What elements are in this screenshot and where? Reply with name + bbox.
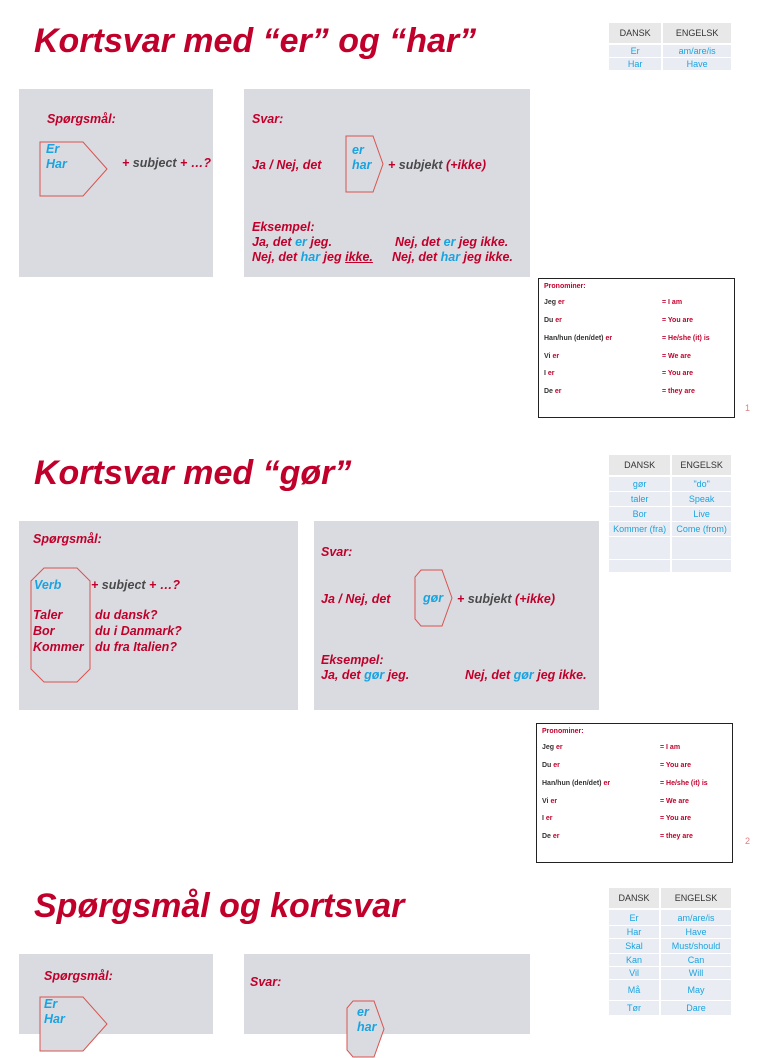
slide-1-vocab-table [609,23,731,71]
answer-verb-gor: gør [423,591,444,605]
example-verb-taler: Taler [33,608,63,622]
table-row [609,476,731,492]
verb-har: Har [46,157,67,171]
vocab-cell: Skal [609,939,660,954]
slide-2-answer-panel [314,521,599,710]
slide-1-answer-panel [244,89,530,277]
example-1b: Nej, det er jeg ikke. [395,235,509,249]
verb-har: Har [44,1012,65,1026]
vocab-cell: Will [660,967,731,980]
list-item: De er = they are [544,388,695,395]
table-row [609,1001,731,1016]
table-row [609,522,731,537]
vocab-header-engelsk: ENGELSK [671,455,731,476]
list-item: Han/hun (den/det) er = He/she (it) is [542,780,708,787]
slide-2-question-panel [19,521,298,710]
slide-3-title: Spørgsmål og kortsvar [34,887,405,925]
verb-pentagon-shape [39,141,109,197]
vocab-cell: Live [671,507,731,522]
example-verb-kommer: Kommer [33,640,84,654]
example-label: Eksempel: [252,220,315,234]
table-row [609,954,731,967]
answer-label: Svar: [321,545,353,559]
slide-2-pronouns-box [536,723,733,863]
question-label: Spørgsmål: [44,969,113,983]
vocab-cell: taler [609,492,671,507]
vocab-cell: May [660,980,731,1001]
vocab-header-dansk: DANSK [609,23,662,44]
example-1a: Ja, det er jeg. [252,235,332,249]
question-label: Spørgsmål: [47,112,116,126]
answer-formula: + subjekt (+ikke) [457,592,556,606]
example-2: Nej, det gør jeg ikke. [465,668,587,682]
answer-prefix: Ja / Nej, det [321,592,391,606]
example-label: Eksempel: [321,653,384,667]
table-row [609,492,731,507]
page-number: 2 [745,836,751,846]
vocab-cell: am/are/is [662,44,731,58]
vocab-cell: Kan [609,954,660,967]
vocab-cell: am/are/is [660,909,731,926]
answer-label: Svar: [250,975,282,989]
example-verb-bor: Bor [33,624,55,638]
table-row [609,939,731,954]
completion-2: du i Danmark? [95,624,182,638]
slide-1-question-panel [19,89,213,277]
vocab-cell: Must/should [660,939,731,954]
vocab-cell: Kommer (fra) [609,522,671,537]
list-item: De er = they are [542,833,693,840]
completion-1: du dansk? [95,608,158,622]
list-item: I er = You are [542,815,692,822]
answer-verb-har: har [357,1020,377,1034]
question-formula: + subject + …? [122,156,211,170]
vocab-cell: Can [660,954,731,967]
table-row [609,537,731,560]
answer-verb-shape [414,569,454,627]
answer-prefix: Ja / Nej, det [252,158,322,172]
answer-verb-shape [346,1000,386,1058]
list-item: Vi er = We are [544,353,691,360]
table-row [609,967,731,980]
answer-label: Svar: [252,112,284,126]
slide-2-title: Kortsvar med “gør” [34,454,352,492]
vocab-cell [609,560,671,573]
vocab-cell: Vil [609,967,660,980]
list-item: Du er = You are [542,762,692,769]
vocab-header-dansk: DANSK [609,888,660,909]
list-item: Vi er = We are [542,798,689,805]
table-row [609,58,731,71]
table-row [609,980,731,1001]
vocab-cell [609,537,671,560]
vocab-cell: "do" [671,476,731,492]
pronouns-title: Pronominer: [542,728,584,735]
verb-pentagon-shape [39,996,109,1052]
completion-3: du fra Italien? [95,640,177,654]
answer-formula: + subjekt (+ikke) [388,158,487,172]
example-2b: Nej, det har jeg ikke. [392,250,513,264]
table-row [609,909,731,926]
vocab-cell: Have [662,58,731,71]
verb-er: Er [44,997,58,1011]
slide-1-title: Kortsvar med “er” og “har” [34,22,477,60]
slide-3-question-panel [19,954,213,1034]
vocab-cell: Må [609,980,660,1001]
list-item: Han/hun (den/det) er = He/she (it) is [544,335,710,342]
table-row [609,44,731,58]
vocab-cell: Er [609,909,660,926]
vocab-header-engelsk: ENGELSK [660,888,731,909]
vocab-cell: Dare [660,1001,731,1016]
example-2a: Nej, det har jeg ikke. [252,250,373,264]
answer-verb-er: er [357,1005,369,1019]
table-row [609,560,731,573]
vocab-cell: Tør [609,1001,660,1016]
list-item: Jeg er = I am [542,744,681,751]
table-row [609,507,731,522]
vocab-cell [671,537,731,560]
pronouns-title: Pronominer: [544,283,586,290]
answer-verb-er: er [352,143,364,157]
vocab-cell [671,560,731,573]
vocab-cell: Har [609,926,660,939]
slide-1-pronouns-box [538,278,735,418]
vocab-cell: Have [660,926,731,939]
slide-3-vocab-table [609,888,731,1016]
list-item: I er = You are [544,370,694,377]
example-1: Ja, det gør jeg. [321,668,410,682]
answer-verb-har: har [352,158,372,172]
list-item: Du er = You are [544,317,694,324]
question-formula: + subject + …? [91,578,180,592]
vocab-cell: Bor [609,507,671,522]
slide-2-vocab-table [609,455,731,573]
question-label: Spørgsmål: [33,532,102,546]
table-row [609,926,731,939]
vocab-header-engelsk: ENGELSK [662,23,731,44]
slide-3-answer-panel [244,954,530,1034]
list-item: Jeg er = I am [544,299,683,306]
verb-er: Er [46,142,60,156]
vocab-cell: Speak [671,492,731,507]
vocab-cell: Come (from) [671,522,731,537]
page-number: 1 [745,403,751,413]
vocab-cell: Har [609,58,662,71]
vocab-cell: Er [609,44,662,58]
vocab-cell: gør [609,476,671,492]
vocab-header-dansk: DANSK [609,455,671,476]
answer-verb-shape [345,135,385,193]
verb-placeholder: Verb [34,578,62,592]
